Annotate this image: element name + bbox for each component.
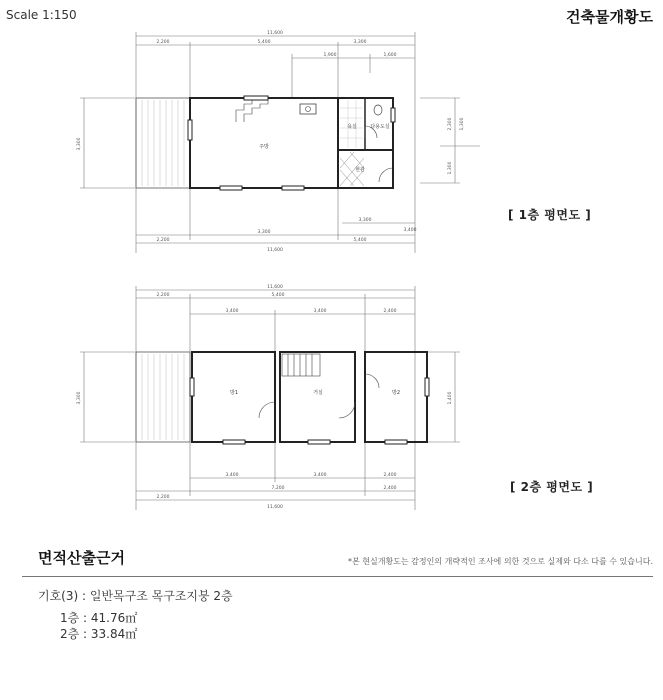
floor1-plan-drawing [60,28,490,260]
floor2-dim-bottom-living: 3,400 [313,473,327,478]
room-kitchen: 주방 [259,144,269,150]
floor1-dim-right-upper: 2,300 [448,117,453,131]
document-title: 건축물개황도 [566,8,653,26]
floor2-dim-top-living: 3,400 [313,309,327,314]
floor2-dim-top-room2: 2,400 [383,309,397,314]
area-section-title: 면적산출근거 [38,549,125,567]
floor1-dim-bottom-entry: 3,300 [358,218,372,223]
floor2-dim-left: 3,300 [77,391,82,405]
floor1-dim-left: 3,300 [77,137,82,151]
floor1-dim-bottom-main: 3,300 [257,230,271,235]
floor2-dim-bottom-side: 2,400 [383,486,397,491]
floor2-dim-bottom-deck: 2,200 [156,495,170,500]
floor2-dim-bottom-main: 7,200 [271,486,285,491]
section-divider [22,576,653,577]
floor2-dim-top-deck: 2,200 [156,293,170,298]
floor1-dim-right-lower: 1,300 [448,161,453,175]
scale-label: Scale 1:150 [6,8,77,22]
floor1-dim-right-mid: 1,300 [460,117,465,131]
disclaimer-note: *본 현실개황도는 감정인의 개략적인 조사에 의한 것으로 실제와 다소 다를 수 있습니다. [348,557,653,566]
floor2-plan-drawing [60,282,490,518]
floor1-dim-top-total: 11,600 [267,31,283,36]
floor1-dim-bottom-right: 5,400 [353,238,367,243]
floor1-plan-label: [ 1층 평면도 ] [508,208,592,222]
room-utility: 다용도실 [370,124,390,130]
floor1-dim-top-right: 3,300 [353,40,367,45]
room-entrance: 현관 [355,167,365,173]
floor1-dim-bottom-total: 11,600 [267,248,283,253]
floor1-area: 1층 : 41.76㎡ [60,611,138,625]
floor2-plan-label: [ 2층 평면도 ] [510,480,594,494]
room-bedroom-2: 방2 [391,390,401,396]
floor2-dim-bottom-total: 11,600 [267,505,283,510]
floor2-dim-right: 1,400 [448,391,453,405]
floor2-dim-top-total: 11,600 [267,285,283,290]
floor2-dim-top-main: 5,400 [271,293,285,298]
floor2-area: 2층 : 33.84㎡ [60,627,138,641]
floor1-dim-bottom-side: 3,400 [403,228,417,233]
floor2-dim-bottom-room1: 3,400 [225,473,239,478]
floor1-dim-top-deck: 2,200 [156,40,170,45]
floor1-dim-top-bath: 1,900 [323,53,337,58]
floor2-dim-bottom-room2: 2,400 [383,473,397,478]
floor1-dim-top-util: 1,600 [383,53,397,58]
floor2-dim-top-room1: 3,400 [225,309,239,314]
room-bedroom-1: 방1 [229,390,239,396]
floor1-dim-bottom-deck: 2,200 [156,238,170,243]
room-living: 거실 [313,390,323,396]
room-bathroom: 욕실 [347,124,357,130]
structure-description: 기호(3) : 일반목구조 목구조지붕 2층 [38,589,233,603]
floor1-dim-top-main: 5,400 [257,40,271,45]
